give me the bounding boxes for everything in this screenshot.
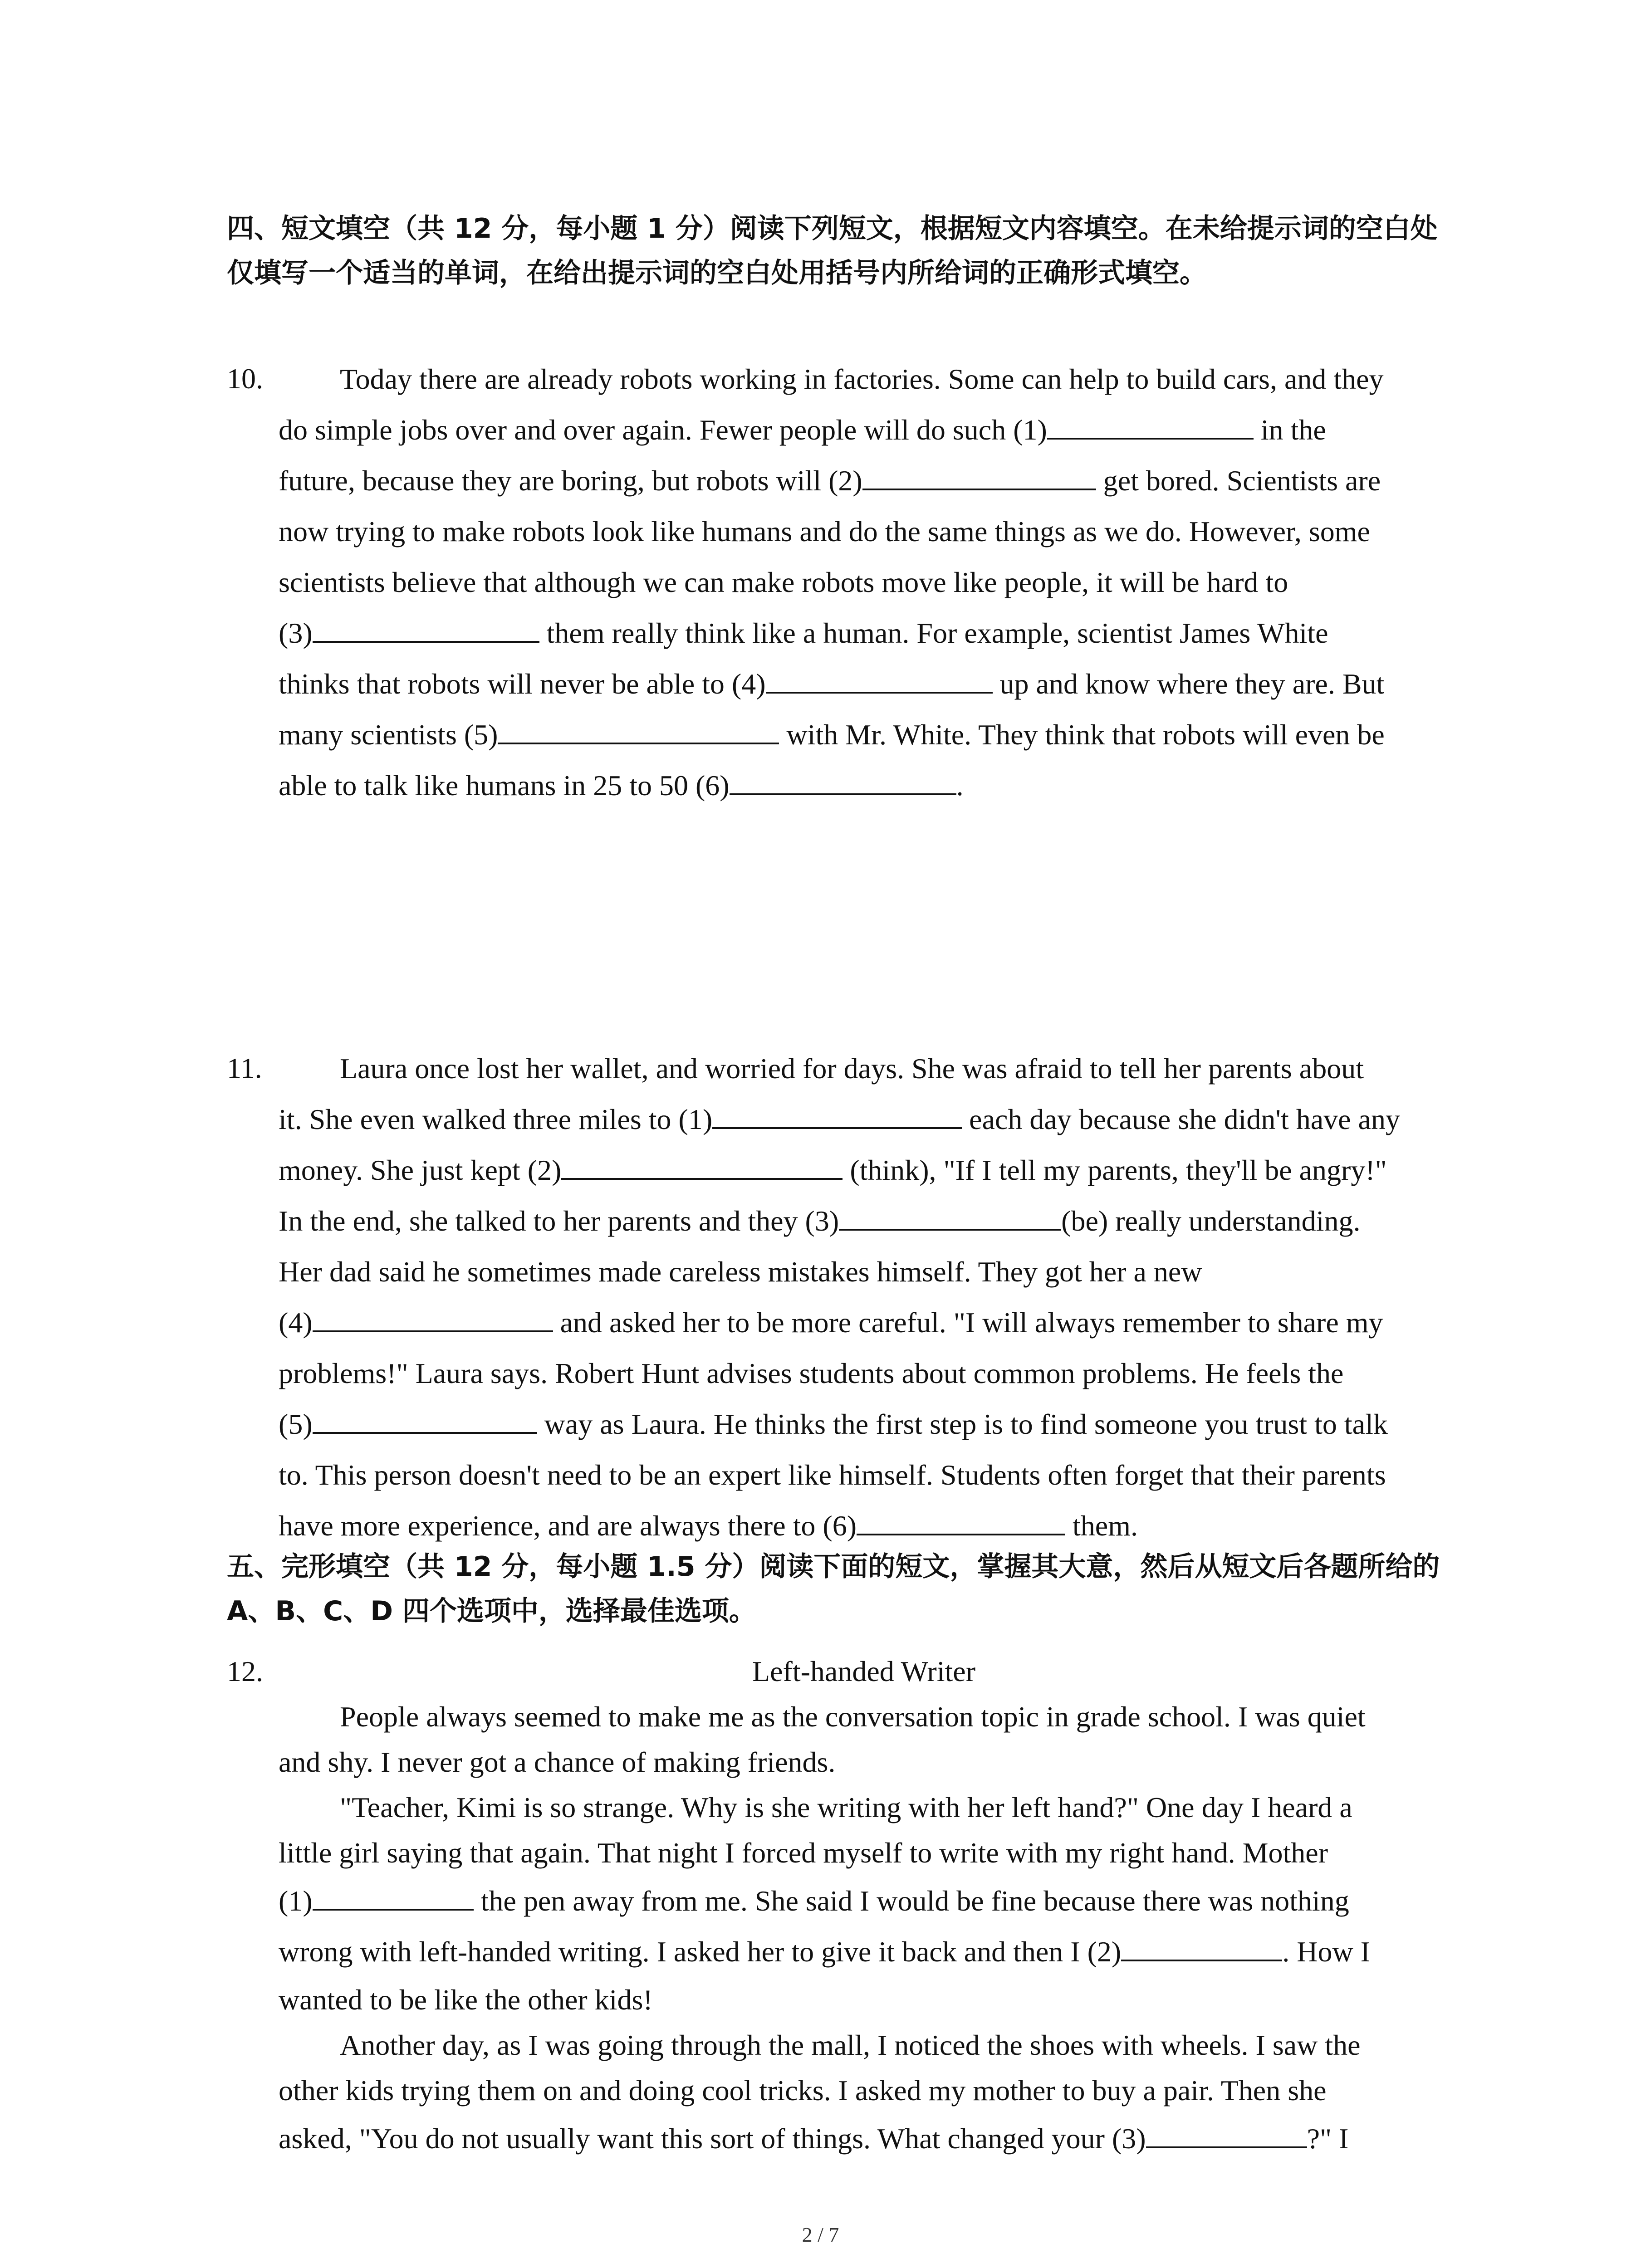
answer-blank-6[interactable] [730, 767, 956, 795]
question-number-10: 10. [227, 362, 263, 395]
passage-line: little girl saying that again. That night I forced myself to write with my right hand. Mother [279, 1837, 1328, 1869]
passage-line: scientists believe that although we can make robots move like people, it will be hard to [279, 566, 1288, 598]
answer-blank-2[interactable] [1121, 1933, 1282, 1961]
passage-line: People always seemed to make me as the conversation topic in grade school. I was quiet [340, 1701, 1366, 1733]
answer-blank-1[interactable] [712, 1101, 962, 1129]
answer-blank-3[interactable] [313, 615, 539, 643]
section-4-heading: 四、短文填空（共 12 分，每小题 1 分）阅读下列短文，根据短文内容填空。在未给提示词的空白处仅填写一个适当的单词，在给出提示词的空白处用括号内所给词的正确形式填空。 [227, 213, 1438, 289]
passage-line: thinks that robots will never be able to (4) up and know where they are. But [279, 659, 1449, 709]
section-5-heading: 五、完形填空（共 12 分，每小题 1.5 分）阅读下面的短文，掌握其大意，然后从短文后各题所给的 A、B、C、D 四个选项中，选择最佳选项。 [227, 1551, 1440, 1627]
passage-line: wanted to be like the other kids! [279, 1984, 653, 2016]
answer-blank-3[interactable] [839, 1202, 1061, 1231]
answer-blank-5[interactable] [313, 1406, 537, 1434]
passage-line: now trying to make robots look like humans and do the same things as we do. However, some [279, 515, 1370, 547]
question-10-passage [279, 354, 1449, 811]
passage-line: problems!" Laura says. Robert Hunt advises students about common problems. He feels the [279, 1357, 1344, 1389]
passage-line: it. She even walked three miles to (1) each day because she didn't have any [279, 1094, 1449, 1145]
passage-line: other kids trying them on and doing cool tricks. I asked my mother to buy a pair. Then she [279, 2074, 1327, 2107]
answer-blank-2[interactable] [862, 462, 1096, 490]
passage-line: wrong with left-handed writing. I asked her to give it back and then I (2) . How I [279, 1926, 1449, 1977]
passage-line: (5) way as Laura. He thinks the first step is to find someone you trust to talk [279, 1399, 1449, 1450]
passage-line: do simple jobs over and over again. Fewer people will do such (1) in the [279, 405, 1449, 455]
answer-blank-2[interactable] [561, 1152, 843, 1180]
passage-line: able to talk like humans in 25 to 50 (6) . [279, 760, 1449, 811]
passage-line: (1) the pen away from me. She said I would be fine because there was nothing [279, 1876, 1449, 1926]
question-number-11: 11. [227, 1052, 262, 1084]
answer-blank-4[interactable] [313, 1304, 553, 1332]
passage-line: to. This person doesn't need to be an expert like himself. Students often forget that their parents [279, 1459, 1386, 1491]
passage-line: and shy. I never got a chance of making friends. [279, 1746, 836, 1778]
passage-line: In the end, she talked to her parents and they (3) (be) really understanding. [279, 1196, 1449, 1246]
answer-blank-1[interactable] [1047, 411, 1254, 440]
passage-line: Laura once lost her wallet, and worried for days. She was afraid to tell her parents about [340, 1052, 1364, 1085]
passage-line: (3) them really think like a human. For example, scientist James White [279, 608, 1449, 659]
passage-line: "Teacher, Kimi is so strange. Why is she writing with her left hand?" One day I heard a [340, 1791, 1352, 1823]
passage-line: Today there are already robots working in factories. Some can help to build cars, and they [340, 363, 1384, 395]
passage-line: asked, "You do not usually want this sort of things. What changed your (3) ?" I [279, 2113, 1449, 2164]
answer-blank-4[interactable] [766, 665, 993, 694]
passage-line: future, because they are boring, but robots will (2) get bored. Scientists are [279, 455, 1449, 506]
page-number: 2 / 7 [802, 2223, 839, 2246]
answer-blank-6[interactable] [857, 1507, 1065, 1535]
answer-blank-5[interactable] [498, 716, 779, 744]
answer-blank-3[interactable] [1146, 2120, 1307, 2148]
passage-line: many scientists (5) with Mr. White. They think that robots will even be [279, 709, 1449, 760]
passage-line: Another day, as I was going through the mall, I noticed the shoes with wheels. I saw the [340, 2029, 1361, 2061]
passage-title: Left-handed Writer [752, 1655, 975, 1687]
answer-blank-1[interactable] [313, 1882, 474, 1911]
question-12-passage [279, 1694, 1449, 2164]
passage-line: money. She just kept (2) (think), "If I tell my parents, they'll be angry!" [279, 1145, 1449, 1196]
passage-line: Her dad said he sometimes made careless mistakes himself. They got her a new [279, 1256, 1202, 1288]
passage-line: have more experience, and are always there to (6) them. [279, 1501, 1449, 1551]
passage-line: (4) and asked her to be more careful. "I will always remember to share my [279, 1297, 1449, 1348]
question-11-passage [279, 1043, 1449, 1551]
question-number-12: 12. [227, 1655, 263, 1687]
